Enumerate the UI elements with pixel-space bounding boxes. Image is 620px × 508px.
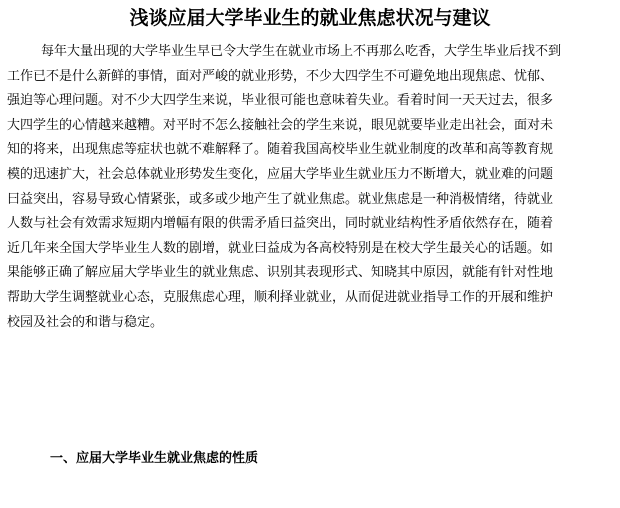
section-heading: 一、应届大学毕业生就业焦虑的性质: [50, 451, 259, 466]
paragraph-line: 大四学生的心情越来越糟。对平时不怎么接触社会的学生来说，眼见就要毕业走出社会，面对未: [7, 117, 554, 133]
paragraph-line: 强迫等心理问题。对不少大四学生来说，毕业很可能也意味着失业。看着时间一天天过去，很多: [7, 93, 554, 109]
paragraph-line: 帮助大学生调整就业心态，克服焦虑心理，顺利择业就业，从而促进就业指导工作的开展和维护: [7, 289, 554, 305]
paragraph-line: 每年大量出现的大学毕业生早已令大学生在就业市场上不再那么吃香，大学生毕业后找不到: [41, 44, 562, 59]
paragraph-line: 近几年来全国大学毕业生人数的剧增，就业曰益成为各高校特别是在校大学生最关心的话题。如: [7, 240, 554, 256]
body-paragraph: [7, 40, 613, 335]
paragraph-line: 曰益突出，容易导致心情紧张，或多或少地产生了就业焦虑。就业焦虑是一种消极情绪，待就业: [7, 191, 554, 207]
paragraph-line: 人数与社会有效需求短期内增幅有限的供需矛盾曰益突出，同时就业结构性矛盾依然存在，随着: [7, 216, 554, 232]
paragraph-line: 校园及社会的和谐与稳定。: [7, 314, 164, 330]
paragraph-line: 工作已不是什么新鲜的事情，面对严峻的就业形势，不少大四学生不可避免地出现焦虑、忧郁、: [7, 68, 554, 84]
paragraph-line: 知的将来，出现焦虑等症状也就不难解释了。随着我国高校毕业生就业制度的改革和高等教育规: [7, 142, 554, 158]
document-title: 浅谈应届大学毕业生的就业焦虑状况与建议: [129, 7, 491, 29]
paragraph-line: 果能够正确了解应届大学毕业生的就业焦虑、识别其表现形式、知晓其中原因，就能有针对性地: [7, 265, 554, 281]
paragraph-line: 模的迅速扩大，社会总体就业形势发生变化，应届大学毕业生就业压力不断增大，就业难的问题: [7, 166, 554, 182]
